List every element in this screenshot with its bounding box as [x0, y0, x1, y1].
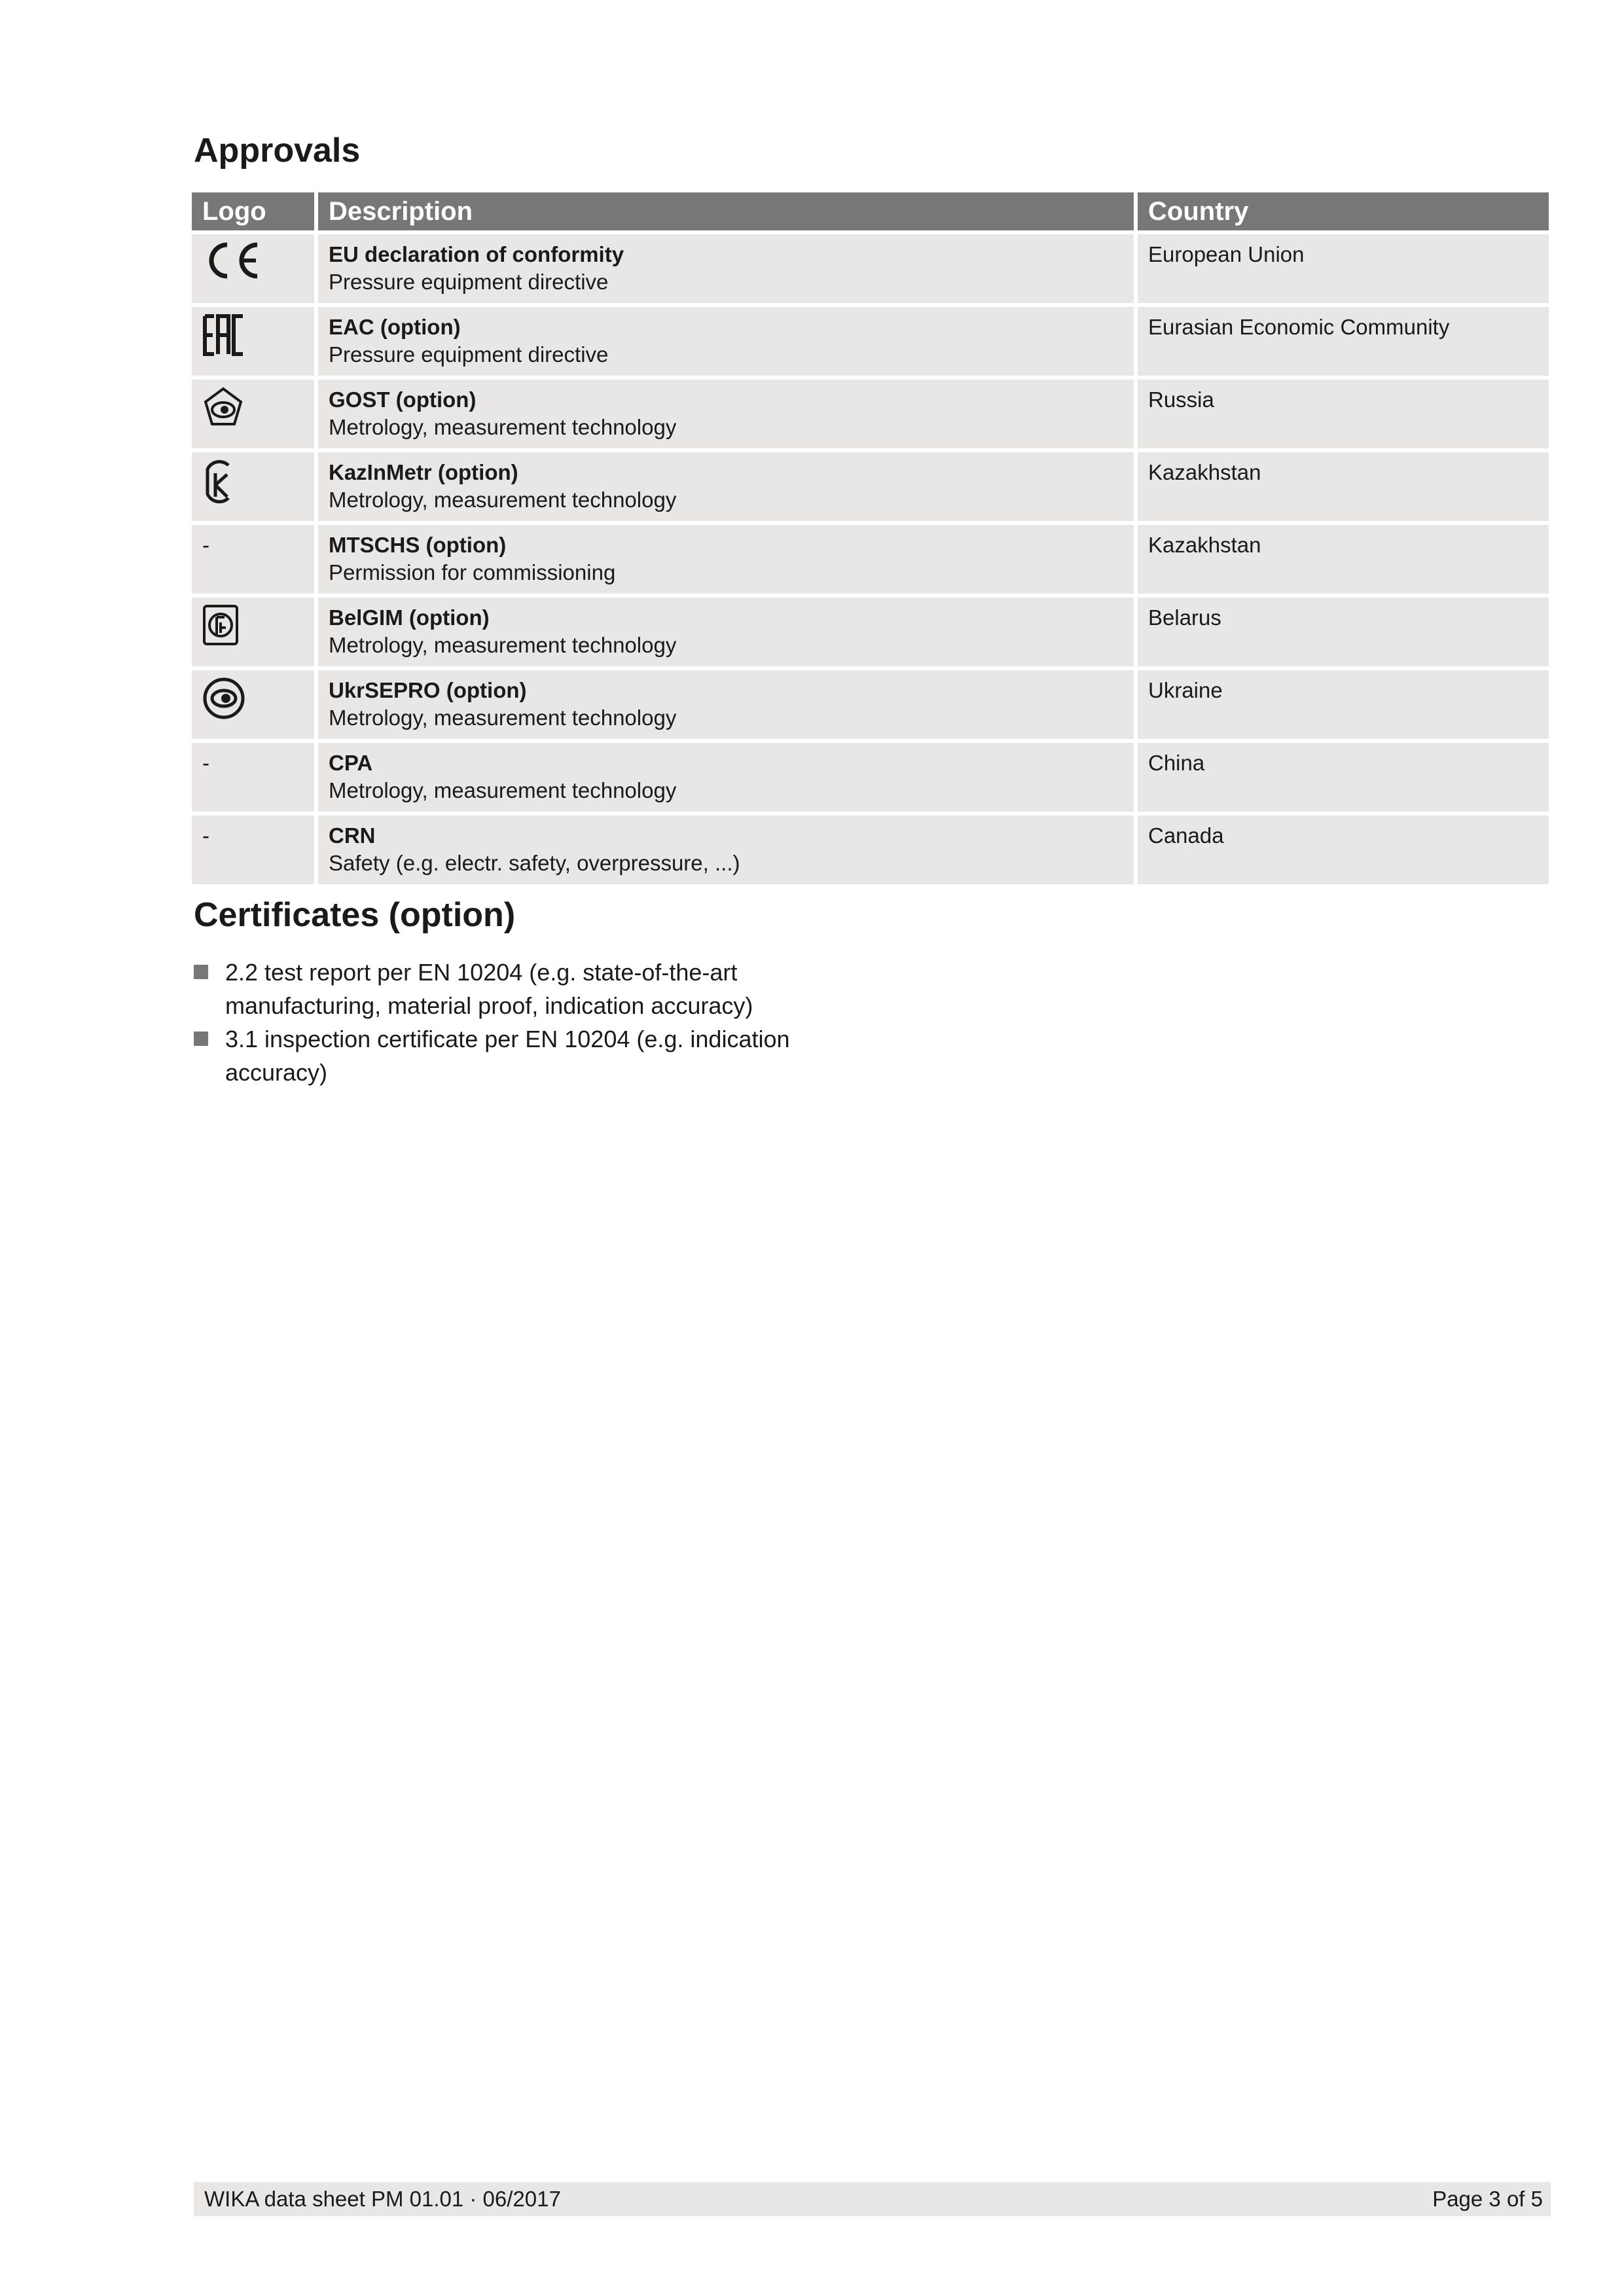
logo-cell — [192, 234, 314, 303]
certificates-list — [194, 956, 848, 1089]
gost-mark-icon — [202, 386, 304, 428]
table-row — [192, 452, 1549, 521]
footer-page-number: Page 3 of 5 — [1432, 2187, 1543, 2211]
description-cell: MTSCHS (option) Permission for commissioning — [318, 525, 1134, 594]
country-cell: Kazakhstan — [1138, 525, 1549, 594]
table-row — [192, 234, 1549, 303]
logo-cell — [192, 307, 314, 376]
table-row — [192, 598, 1549, 666]
certificates-heading: Certificates (option) — [194, 896, 516, 934]
description-cell: BelGIM (option) Metrology, measurement technology — [318, 598, 1134, 666]
logo-cell: - — [192, 525, 314, 594]
description-cell: CPA Metrology, measurement technology — [318, 743, 1134, 812]
country-cell: Canada — [1138, 816, 1549, 884]
logo-cell — [192, 670, 314, 739]
description-cell: EAC (option) Pressure equipment directive — [318, 307, 1134, 376]
ce-mark-icon — [202, 241, 304, 280]
table-row — [192, 743, 1549, 812]
column-header-country: Country — [1138, 192, 1549, 230]
country-cell: European Union — [1138, 234, 1549, 303]
ukrsepro-mark-icon — [202, 677, 304, 720]
logo-cell — [192, 452, 314, 521]
approvals-table — [188, 188, 1553, 888]
table-row — [192, 380, 1549, 448]
page-footer — [194, 2182, 1551, 2216]
country-cell: Ukraine — [1138, 670, 1549, 739]
country-cell: Kazakhstan — [1138, 452, 1549, 521]
country-cell: Eurasian Economic Community — [1138, 307, 1549, 376]
kazinmetr-mark-icon — [202, 459, 304, 505]
list-item: 3.1 inspection certificate per EN 10204 (e.g. indication accuracy) — [194, 1022, 848, 1089]
logo-cell — [192, 380, 314, 448]
logo-cell: - — [192, 816, 314, 884]
square-bullet-icon — [194, 1031, 208, 1046]
description-cell: GOST (option) Metrology, measurement technology — [318, 380, 1134, 448]
description-cell: EU declaration of conformity Pressure equipment directive — [318, 234, 1134, 303]
description-cell: KazInMetr (option) Metrology, measurement technology — [318, 452, 1134, 521]
column-header-description: Description — [318, 192, 1134, 230]
table-header-row — [192, 192, 1549, 230]
country-cell: Russia — [1138, 380, 1549, 448]
table-row — [192, 670, 1549, 739]
eac-mark-icon — [202, 314, 304, 357]
belgim-mark-icon — [202, 604, 304, 646]
country-cell: China — [1138, 743, 1549, 812]
country-cell: Belarus — [1138, 598, 1549, 666]
logo-cell: - — [192, 743, 314, 812]
footer-document-id: WIKA data sheet PM 01.01 · 06/2017 — [204, 2187, 561, 2211]
description-cell: UkrSEPRO (option) Metrology, measurement technology — [318, 670, 1134, 739]
table-row — [192, 307, 1549, 376]
column-header-logo: Logo — [192, 192, 314, 230]
logo-cell — [192, 598, 314, 666]
list-item: 2.2 test report per EN 10204 (e.g. state-of-the-art manufacturing, material proof, indication accuracy) — [194, 956, 848, 1022]
description-cell: CRN Safety (e.g. electr. safety, overpressure, ...) — [318, 816, 1134, 884]
table-row — [192, 816, 1549, 884]
square-bullet-icon — [194, 965, 208, 979]
table-row — [192, 525, 1549, 594]
approvals-heading: Approvals — [194, 132, 361, 170]
